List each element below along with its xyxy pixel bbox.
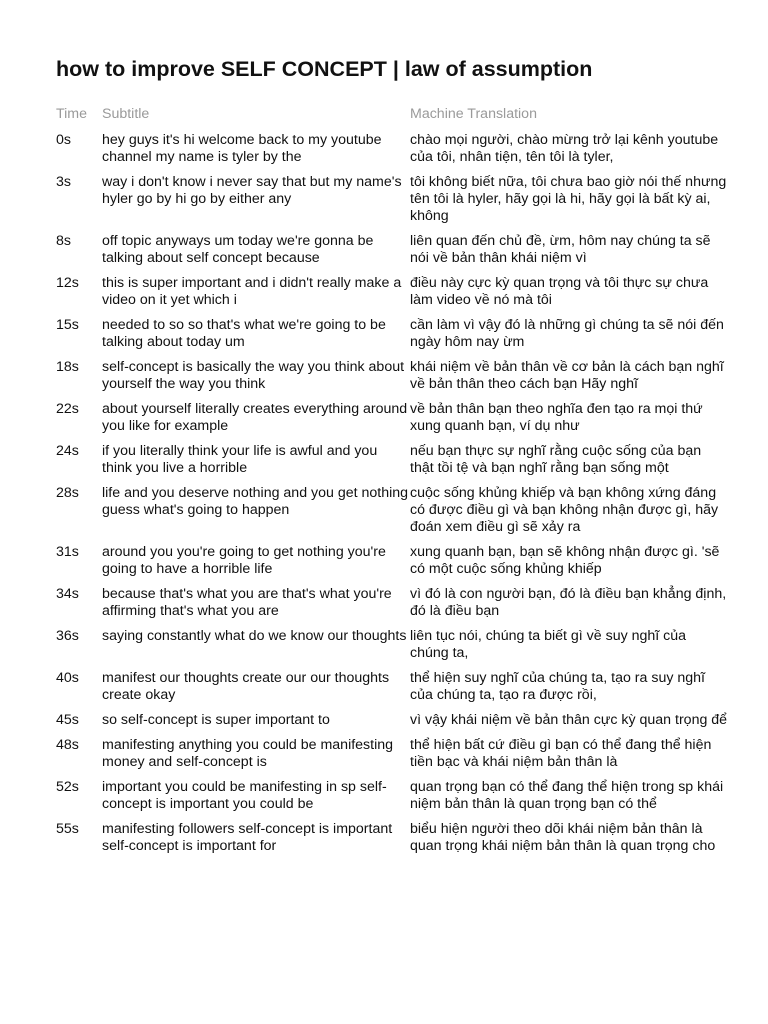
row-translation: vì vậy khái niệm về bản thân cực kỳ quan trọng để	[410, 712, 728, 728]
row-time: 31s	[56, 544, 79, 560]
row-time: 15s	[56, 317, 79, 333]
row-translation: cần làm vì vậy đó là những gì chúng ta sẽ nói đến ngày hôm nay ừm	[410, 317, 724, 350]
row-subtitle: if you literally think your life is awful and you think you live a horrible	[102, 443, 378, 476]
row-subtitle: important you could be manifesting in sp self-concept is important you could be	[102, 779, 387, 812]
table-row	[56, 401, 728, 443]
row-subtitle: about yourself literally creates everything around you like for example	[102, 401, 408, 434]
table-row	[56, 544, 728, 586]
table-row	[56, 132, 728, 174]
subtitle-table	[56, 106, 728, 863]
row-time: 45s	[56, 712, 79, 728]
row-translation: điều này cực kỳ quan trọng và tôi thực sự chưa làm video về nó mà tôi	[410, 275, 709, 308]
row-translation: về bản thân bạn theo nghĩa đen tạo ra mọi thứ xung quanh bạn, ví dụ như	[410, 401, 703, 434]
row-subtitle: manifesting anything you could be manifesting money and self-concept is	[102, 737, 394, 770]
row-translation: tôi không biết nữa, tôi chưa bao giờ nói thế nhưng tên tôi là hyler, hãy gọi là hi, hãy gọi là bất kỳ ai, không	[410, 174, 727, 224]
row-subtitle: way i don't know i never say that but my name's hyler go by hi go by either any	[102, 174, 402, 207]
row-time: 22s	[56, 401, 79, 417]
row-translation: xung quanh bạn, bạn sẽ không nhận được gì. 'sẽ có một cuộc sống khủng khiếp	[410, 544, 720, 577]
row-time: 24s	[56, 443, 79, 459]
row-subtitle: this is super important and i didn't really make a video on it yet which i	[102, 275, 402, 308]
table-row	[56, 443, 728, 485]
table-row	[56, 317, 728, 359]
row-subtitle: life and you deserve nothing and you get nothing guess what's going to happen	[102, 485, 409, 518]
row-time: 8s	[56, 233, 71, 249]
row-subtitle: self-concept is basically the way you think about yourself the way you think	[102, 359, 405, 392]
column-header-subtitle: Subtitle	[102, 106, 150, 122]
row-subtitle: around you you're going to get nothing you're going to have a horrible life	[102, 544, 386, 577]
table-row	[56, 233, 728, 275]
row-time: 36s	[56, 628, 79, 644]
row-time: 18s	[56, 359, 79, 375]
row-translation: chào mọi người, chào mừng trở lại kênh youtube của tôi, nhân tiện, tên tôi là tyler,	[410, 132, 719, 165]
table-row	[56, 359, 728, 401]
page-title: how to improve SELF CONCEPT | law of assumption	[56, 57, 593, 81]
table-row	[56, 275, 728, 317]
row-translation: liên quan đến chủ đề, ừm, hôm nay chúng ta sẽ nói về bản thân khái niệm vì	[410, 233, 711, 266]
row-translation: liên tục nói, chúng ta biết gì về suy nghĩ của chúng ta,	[410, 628, 687, 661]
table-row	[56, 670, 728, 712]
row-time: 40s	[56, 670, 79, 686]
row-time: 48s	[56, 737, 79, 753]
row-time: 55s	[56, 821, 79, 837]
row-translation: biểu hiện người theo dõi khái niệm bản thân là quan trọng khái niệm bản thân là quan trọng cho	[410, 821, 716, 854]
row-time: 0s	[56, 132, 71, 148]
row-translation: nếu bạn thực sự nghĩ rằng cuộc sống của bạn thật tồi tệ và bạn nghĩ rằng bạn sống một	[410, 443, 702, 476]
table-row	[56, 586, 728, 628]
row-translation: khái niệm về bản thân về cơ bản là cách bạn nghĩ về bản thân theo cách bạn Hãy nghĩ	[410, 359, 724, 392]
row-subtitle: hey guys it's hi welcome back to my youtube channel my name is tyler by the	[102, 132, 382, 165]
row-time: 28s	[56, 485, 79, 501]
table-row	[56, 821, 728, 863]
table-row	[56, 737, 728, 779]
row-subtitle: manifest our thoughts create our our thoughts create okay	[102, 670, 390, 703]
row-subtitle: needed to so so that's what we're going to be talking about today um	[102, 317, 386, 350]
column-header-translation: Machine Translation	[410, 106, 537, 122]
table-row	[56, 485, 728, 544]
row-time: 34s	[56, 586, 79, 602]
row-subtitle: manifesting followers self-concept is important self-concept is important for	[102, 821, 393, 854]
row-time: 3s	[56, 174, 71, 190]
row-translation: quan trọng bạn có thể đang thể hiện trong sp khái niệm bản thân là quan trọng bạn có thể	[410, 779, 724, 812]
row-subtitle: so self-concept is super important to	[102, 712, 330, 728]
table-row	[56, 628, 728, 670]
row-translation: thể hiện suy nghĩ của chúng ta, tạo ra suy nghĩ của chúng ta, tạo ra được rồi,	[410, 670, 705, 703]
table-row	[56, 174, 728, 233]
row-time: 12s	[56, 275, 79, 291]
row-subtitle: off topic anyways um today we're gonna be talking about self concept because	[102, 233, 374, 266]
row-translation: vì đó là con người bạn, đó là điều bạn khẳng định, đó là điều bạn	[410, 586, 727, 619]
table-row	[56, 779, 728, 821]
row-translation: thể hiện bất cứ điều gì bạn có thể đang thể hiện tiền bạc và khái niệm bản thân là	[410, 737, 712, 770]
column-header-time: Time	[56, 106, 88, 122]
row-subtitle: saying constantly what do we know our thoughts	[102, 628, 407, 644]
table-body	[56, 132, 728, 863]
row-subtitle: because that's what you are that's what you're affirming that's what you are	[102, 586, 392, 619]
table-row	[56, 712, 728, 737]
row-translation: cuộc sống khủng khiếp và bạn không xứng đáng có được điều gì và bạn không nhận được gì, hãy đoán xem điều gì sẽ xảy ra	[410, 485, 719, 535]
row-time: 52s	[56, 779, 79, 795]
table-header-row	[56, 106, 728, 132]
